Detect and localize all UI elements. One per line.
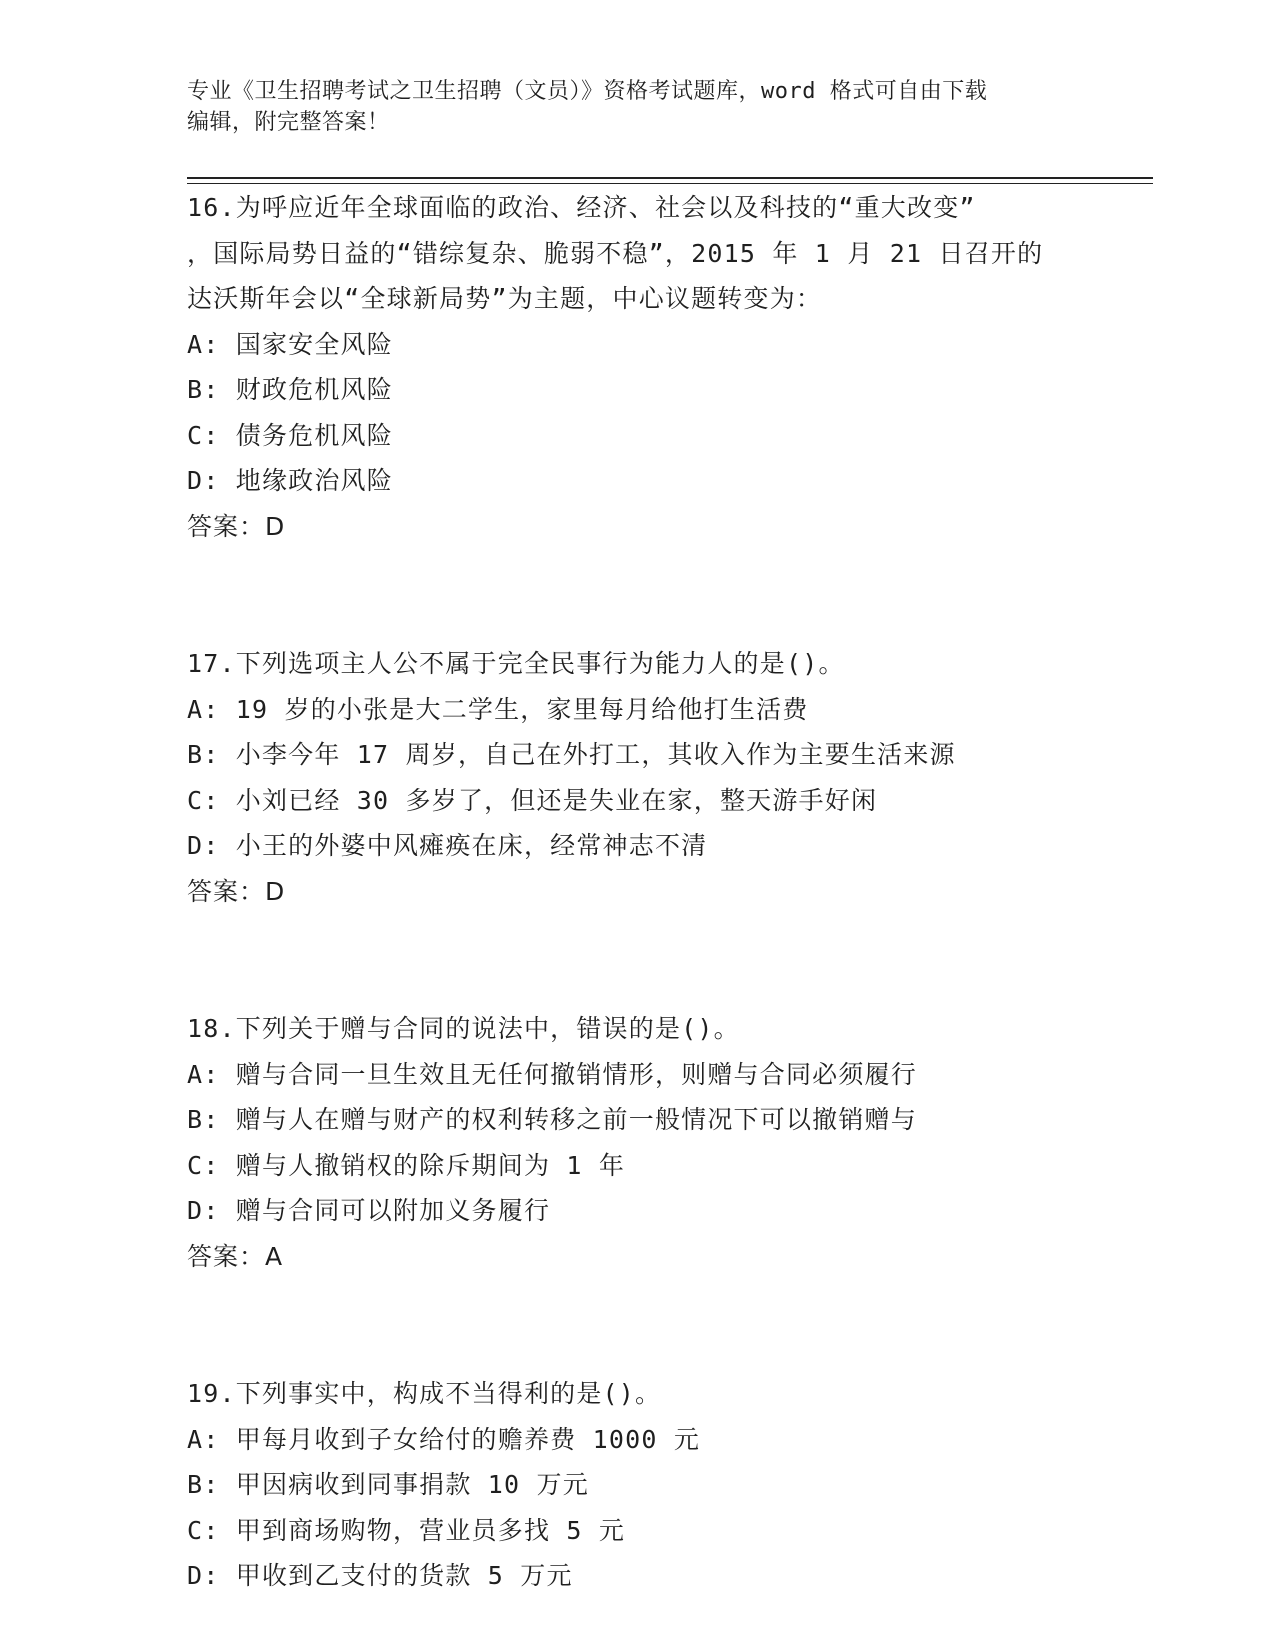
option-d: D: 小王的外婆中风瘫痪在床，经常神志不清 <box>187 831 708 860</box>
header-rule-thick <box>187 177 1153 179</box>
answer: 答案：A <box>187 1241 284 1271</box>
question-stem-line: 达沃斯年会以“全球新局势”为主题，中心议题转变为： <box>187 284 823 313</box>
option-b: B: 小李今年 17 周岁，自己在外打工，其收入作为主要生活来源 <box>187 740 956 769</box>
question-stem-line: ，国际局势日益的“错综复杂、脆弱不稳”，2015 年 1 月 21 日召开的 <box>187 238 1044 268</box>
option-b: B: 赠与人在赠与财产的权利转移之前一般情况下可以撤销赠与 <box>187 1105 917 1134</box>
answer: 答案：D <box>187 511 286 541</box>
option-c: C: 甲到商场购物，营业员多找 5 元 <box>187 1515 626 1545</box>
document-header <box>187 76 1087 138</box>
question-17 <box>187 641 1153 914</box>
option-c: C: 债务危机风险 <box>187 420 393 450</box>
header-line-1: 专业《卫生招聘考试之卫生招聘（文员）》资格考试题库，word 格式可自由下载 <box>187 79 988 104</box>
option-c: C: 赠与人撤销权的除斥期间为 1 年 <box>187 1150 626 1180</box>
option-d: D: 甲收到乙支付的货款 5 万元 <box>187 1561 573 1590</box>
question-stem-line: 18.下列关于赠与合同的说法中，错误的是()。 <box>187 1014 740 1043</box>
question-16 <box>187 185 1153 549</box>
question-19 <box>187 1371 1153 1599</box>
question-stem-line: 16.为呼应近年全球面临的政治、经济、社会以及科技的“重大改变” <box>187 193 976 222</box>
question-stem-line: 17.下列选项主人公不属于完全民事行为能力人的是()。 <box>187 649 845 678</box>
option-a: A: 赠与合同一旦生效且无任何撤销情形，则赠与合同必须履行 <box>187 1059 917 1089</box>
option-d: D: 赠与合同可以附加义务履行 <box>187 1196 551 1225</box>
answer: 答案：D <box>187 876 286 906</box>
option-a: A: 国家安全风险 <box>187 329 393 359</box>
header-line-2: 编辑，附完整答案！ <box>187 110 390 135</box>
question-list <box>187 185 1153 1599</box>
header-rule-thin <box>187 183 1153 184</box>
option-a: A: 甲每月收到子女给付的赡养费 1000 元 <box>187 1424 701 1454</box>
option-c: C: 小刘已经 30 多岁了，但还是失业在家，整天游手好闲 <box>187 785 878 815</box>
question-18 <box>187 1006 1153 1279</box>
question-stem-line: 19.下列事实中，构成不当得利的是()。 <box>187 1379 662 1408</box>
option-a: A: 19 岁的小张是大二学生，家里每月给他打生活费 <box>187 694 809 724</box>
option-b: B: 甲因病收到同事捐款 10 万元 <box>187 1470 589 1499</box>
option-d: D: 地缘政治风险 <box>187 466 393 495</box>
option-b: B: 财政危机风险 <box>187 375 393 404</box>
